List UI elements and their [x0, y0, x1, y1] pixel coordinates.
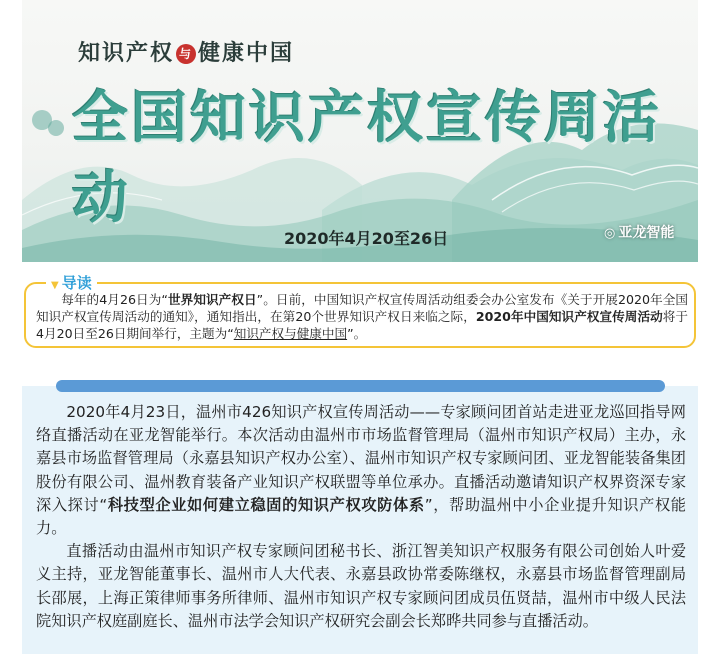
brand-watermark [604, 222, 674, 242]
paragraph-text: ”，帮助温州中小企业提升知识产权能力。 [36, 495, 686, 538]
intro-box [24, 274, 696, 348]
intro-label [46, 272, 97, 293]
article-body [36, 401, 686, 633]
banner [22, 0, 698, 262]
paragraph-text: 2020年4月23日，温州市426知识产权宣传周活动——专家顾问团首站走进亚龙巡回指导网络直播活动在亚龙智能举行。本次活动由温州市市场监督管理局（温州市知识产权局）主办，永嘉县市场监督管理局（永嘉县知识产权办公室）、温州市知识产权专家顾问团、亚龙智能装备集团股份有限公司、温州教育装备产业知识产权联盟等单位承办。直播活动邀请知识产权界资深专家深入探讨“ [36, 403, 686, 514]
subtitle-seal: 与 [176, 44, 196, 64]
article-panel [22, 386, 698, 654]
intro-highlight-week: 2020年中国知识产权宣传周活动 [475, 309, 663, 324]
article-paragraph-2: 直播活动由温州市知识产权专家顾问团秘书长、浙江智美知识产权服务有限公司创始人叶爱义主持，亚龙智能董事长、温州市人大代表、永嘉县政协常委陈继权，永嘉县市场监督管理副局长邵展，上海正策律师事务所律师、温州市知识产权专家顾问团成员伍贤喆，温州市中级人民法院知识产权庭副庭长、温州市法学会知识产权研究会副会长郑晔共同参与直播活动。 [36, 542, 686, 630]
intro-text-part: ”。日前，中国知识产权宣传周活动组委会办公室发布《关于开展2020年全国知识产权宣传周活动的通知》，通知指出，在第20个世界知识产权日来临之际， [36, 292, 689, 324]
intro-text-part: 每年的4月26日为“ [61, 292, 168, 307]
subtitle-right: 健康中国 [198, 40, 295, 66]
intro-text-part: 将于4月20日至26日期间举行，主题为“ [36, 309, 688, 341]
wechat-icon: ◎ [604, 226, 616, 241]
article-paragraph-1 [36, 401, 686, 540]
triangle-icon: ▼ [51, 280, 59, 291]
intro-theme: 知识产权与健康中国 [233, 326, 348, 341]
subtitle-left: 知识产权 [78, 40, 175, 66]
intro-text [36, 291, 688, 342]
intro-highlight-day: 世界知识产权日 [167, 292, 257, 307]
banner-date: 2020年4月20至26日 [284, 229, 449, 248]
banner-subtitle [78, 36, 294, 67]
paragraph-highlight: 科技型企业如何建立稳固的知识产权攻防体系 [107, 495, 425, 514]
article-top-bar [56, 380, 665, 392]
brand-name: 亚龙智能 [618, 225, 675, 241]
intro-label-text: 导读 [61, 274, 92, 292]
banner-title: 全国知识产权宣传周活动 [72, 85, 662, 231]
intro-text-part: ”。 [347, 326, 367, 341]
